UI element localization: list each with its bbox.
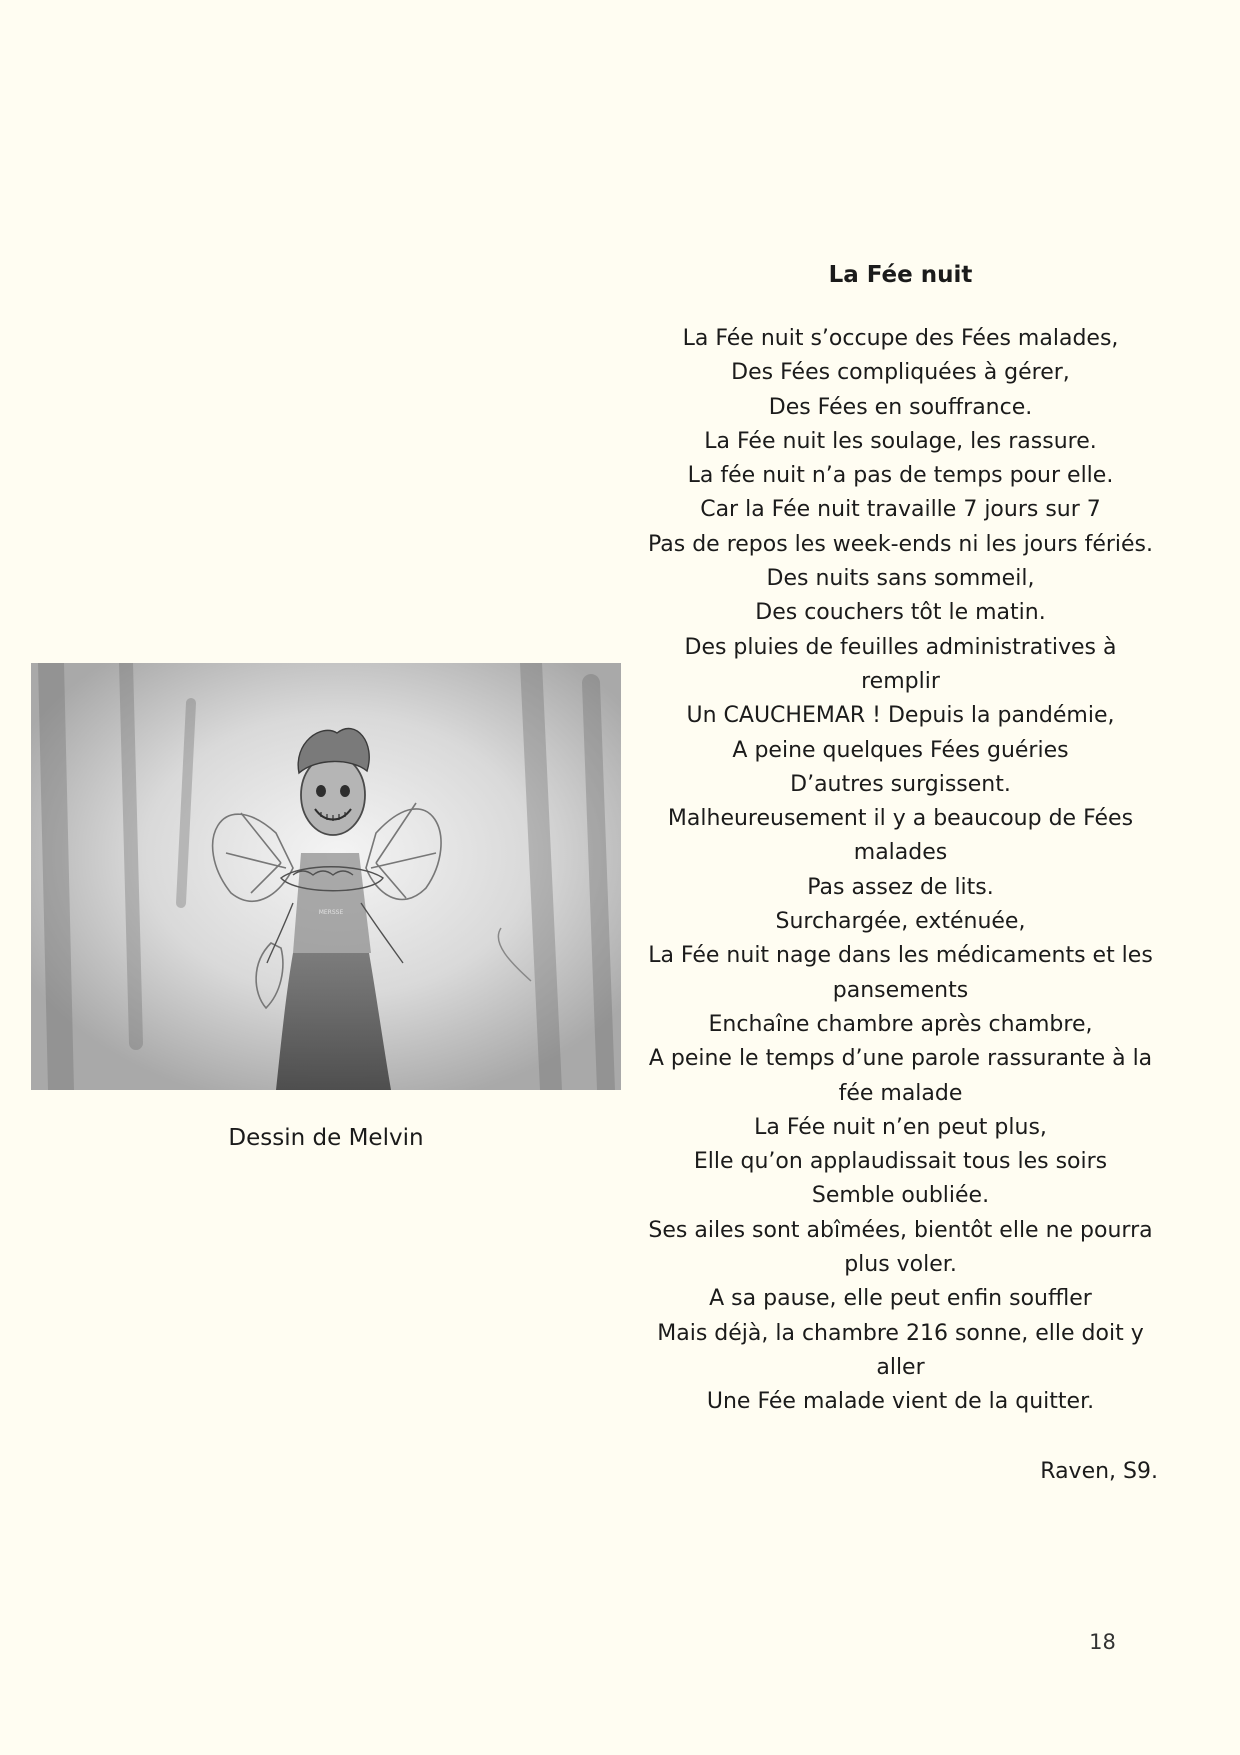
poem-line: Des nuits sans sommeil,: [766, 566, 1035, 592]
poem-line: Enchaîne chambre après chambre,: [708, 1011, 1093, 1037]
poem-line: A peine le temps d’une parole rassurante à la: [648, 1046, 1153, 1072]
dress-badge-text: MERSSE: [318, 909, 344, 916]
poem-line: plus voler.: [844, 1252, 957, 1278]
drawing-caption: Dessin de Melvin: [228, 1125, 424, 1151]
poem-line: malades: [853, 840, 948, 866]
poem-title: La Fée nuit: [828, 262, 973, 288]
poem-line: aller: [876, 1354, 925, 1380]
poem-line: D’autres surgissent.: [790, 771, 1011, 797]
poem-line: Car la Fée nuit travaille 7 jours sur 7: [700, 497, 1101, 523]
poem-author: Raven, S9.: [1040, 1458, 1158, 1484]
poem-line: remplir: [861, 668, 940, 694]
poem-line: Semble oubliée.: [811, 1183, 990, 1209]
poem-line: pansements: [832, 977, 969, 1003]
fairy-drawing: [31, 663, 621, 1090]
poem-line: La Fée nuit n’en peut plus,: [754, 1114, 1047, 1140]
poem-line: Ses ailes sont abîmées, bientôt elle ne pourra: [648, 1217, 1153, 1243]
poem-line: Mais déjà, la chambre 216 sonne, elle doit y: [657, 1320, 1144, 1346]
poem-lines: [643, 322, 1158, 1420]
poem-line: Malheureusement il y a beaucoup de Fées: [667, 806, 1134, 832]
poem-line: Pas assez de lits.: [807, 874, 994, 900]
poem-line: La fée nuit n’a pas de temps pour elle.: [687, 463, 1114, 489]
poem-line: fée malade: [838, 1080, 963, 1106]
poem-line: A sa pause, elle peut enfin souffler: [709, 1286, 1092, 1312]
poem-line: A peine quelques Fées guéries: [732, 737, 1069, 763]
poem-line: Des Fées en souffrance.: [768, 394, 1033, 420]
poem-line: La Fée nuit s’occupe des Fées malades,: [682, 326, 1119, 351]
poem-line: Un CAUCHEMAR ! Depuis la pandémie,: [686, 703, 1115, 729]
poem-line: La Fée nuit nage dans les médicaments et les: [648, 943, 1153, 969]
poem-line: Des pluies de feuilles administratives à: [684, 634, 1117, 660]
poem-line: Des Fées compliquées à gérer,: [731, 360, 1070, 386]
page-number: 18: [1089, 1630, 1116, 1654]
poem-line: Surchargée, exténuée,: [775, 909, 1026, 935]
poem-line: La Fée nuit les soulage, les rassure.: [704, 428, 1097, 454]
poem-line: Une Fée malade vient de la quitter.: [706, 1389, 1095, 1415]
poem-line: Elle qu’on applaudissait tous les soirs: [693, 1149, 1108, 1175]
poem-line: Pas de repos les week-ends ni les jours fériés.: [647, 531, 1154, 557]
poem: [643, 258, 1158, 1489]
poem-line: Des couchers tôt le matin.: [755, 600, 1046, 626]
